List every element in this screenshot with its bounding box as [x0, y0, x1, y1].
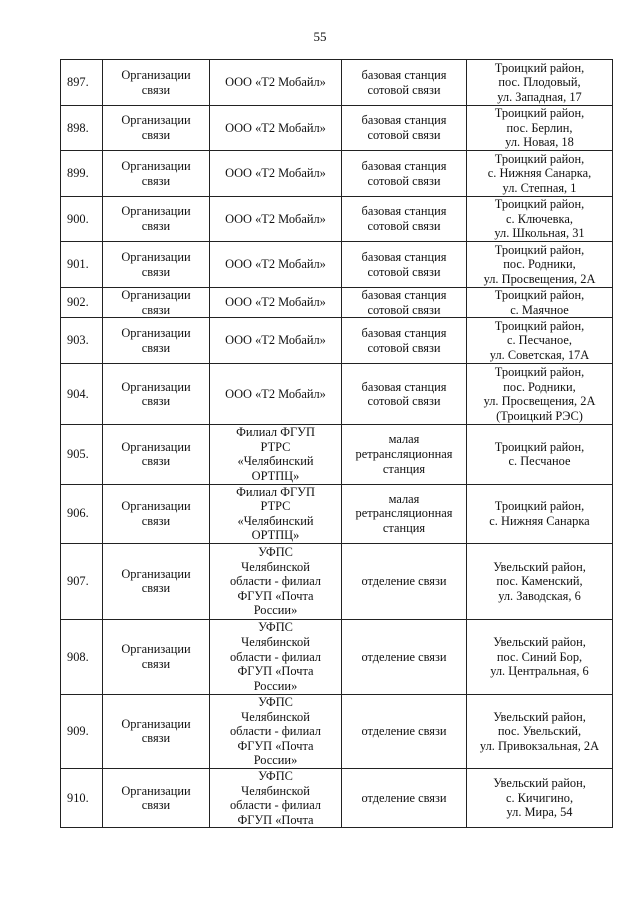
category-line: Организации	[121, 67, 191, 82]
category-line: связи	[141, 454, 171, 469]
organization-line: «Челябинский	[237, 513, 314, 528]
organization-line: ООО «Т2 Мобайл»	[225, 120, 326, 135]
page-number: 55	[313, 29, 327, 44]
organization-line: ФГУП «Почта	[237, 664, 314, 679]
object-cell	[342, 619, 467, 694]
address-line: пос. Увельский,	[497, 724, 582, 739]
address-cell	[467, 106, 613, 151]
address-line: пос. Каменский,	[496, 574, 583, 589]
organization-line: области - филиал	[229, 649, 321, 664]
address-line: пос. Синий Бор,	[496, 649, 583, 664]
organization-line: УФПС	[258, 544, 293, 559]
organization-line: России»	[253, 753, 298, 768]
organization-cell	[210, 364, 342, 425]
organization-line: ФГУП «Почта	[237, 812, 314, 827]
address-line: ул. Мира, 54	[506, 805, 573, 820]
row-number-cell: 902.	[61, 288, 103, 318]
organization-line: УФПС	[258, 694, 293, 709]
organization-cell	[210, 768, 342, 827]
address-line: с. Нижняя Санарка	[489, 513, 590, 528]
object-cell	[342, 288, 467, 318]
row-number-cell: 909.	[61, 694, 103, 768]
category-cell	[103, 694, 210, 768]
category-cell	[103, 364, 210, 425]
category-line: связи	[141, 656, 171, 671]
address-line: Троицкий район,	[494, 365, 585, 379]
object-line: малая	[388, 432, 420, 447]
category-line: Организации	[121, 439, 191, 454]
object-line: отделение связи	[361, 649, 447, 664]
address-line: Троицкий район,	[494, 318, 585, 333]
category-line: связи	[141, 394, 171, 409]
address-cell	[467, 694, 613, 768]
address-line: ул. Заводская, 6	[498, 588, 581, 603]
organization-line: Челябинской	[241, 709, 310, 724]
address-line: с. Песчаное,	[506, 333, 572, 348]
object-line: отделение связи	[361, 790, 447, 805]
organization-line: России»	[253, 678, 298, 693]
table-row	[61, 106, 613, 151]
organization-cell	[210, 619, 342, 694]
organization-line: УФПС	[258, 768, 293, 783]
table-row	[61, 768, 613, 827]
object-line: сотовой связи	[367, 82, 441, 97]
address-cell	[467, 425, 613, 484]
address-line: с. Песчаное	[508, 454, 571, 469]
organization-cell	[210, 106, 342, 151]
organization-cell	[210, 543, 342, 619]
organization-line: Челябинской	[241, 635, 310, 650]
object-line: сотовой связи	[367, 128, 441, 142]
category-line: Организации	[121, 113, 191, 128]
organization-cell	[210, 694, 342, 768]
object-line: базовая станция	[361, 204, 447, 219]
category-cell	[103, 151, 210, 197]
address-line: Троицкий район,	[494, 106, 585, 121]
category-line: связи	[141, 128, 171, 142]
row-number-cell: 897.	[61, 60, 103, 106]
organization-cell	[210, 151, 342, 197]
row-number-cell: 905.	[61, 425, 103, 484]
organization-line: УФПС	[258, 620, 293, 635]
category-line: связи	[141, 731, 171, 746]
category-line: Организации	[121, 204, 191, 219]
object-cell	[342, 60, 467, 106]
category-cell	[103, 318, 210, 364]
table-row	[61, 318, 613, 364]
category-line: связи	[141, 340, 171, 355]
table-body	[61, 60, 613, 828]
object-line: отделение связи	[361, 724, 447, 739]
organization-cell	[210, 197, 342, 242]
address-cell	[467, 151, 613, 197]
address-cell	[467, 619, 613, 694]
object-cell	[342, 151, 467, 197]
address-line: Троицкий район,	[494, 197, 585, 212]
category-line: связи	[141, 581, 171, 596]
organization-cell	[210, 242, 342, 288]
object-cell	[342, 318, 467, 364]
address-line: с. Нижняя Санарка,	[487, 166, 592, 181]
organization-line: РТРС	[260, 439, 291, 454]
category-line: связи	[141, 219, 171, 233]
table-row	[61, 288, 613, 318]
category-line: Организации	[121, 499, 191, 514]
organization-line: Филиал ФГУП	[236, 484, 315, 499]
row-number-cell: 903.	[61, 318, 103, 364]
table-row	[61, 242, 613, 288]
category-cell	[103, 484, 210, 543]
object-cell	[342, 768, 467, 827]
address-line: с. Ключевка,	[506, 211, 573, 226]
object-line: базовая станция	[361, 379, 447, 394]
object-line: сотовой связи	[367, 219, 441, 233]
address-line: (Троицкий РЭС)	[496, 408, 583, 423]
address-line: Троицкий район,	[494, 499, 585, 514]
category-cell	[103, 106, 210, 151]
address-line: Троицкий район,	[494, 439, 585, 454]
address-cell	[467, 543, 613, 619]
table-row	[61, 197, 613, 242]
category-line: связи	[141, 798, 171, 813]
address-line: Троицкий район,	[494, 242, 585, 257]
table-row	[61, 425, 613, 484]
object-line: сотовой связи	[367, 394, 441, 409]
object-line: базовая станция	[361, 67, 447, 82]
object-cell	[342, 543, 467, 619]
organization-line: России»	[253, 603, 298, 618]
object-line: сотовой связи	[367, 173, 441, 188]
address-line: ул. Школьная, 31	[494, 226, 585, 241]
address-cell	[467, 242, 613, 288]
category-line: Организации	[121, 642, 191, 657]
organization-line: ООО «Т2 Мобайл»	[225, 257, 326, 272]
row-number-cell: 904.	[61, 364, 103, 425]
organization-line: ФГУП «Почта	[237, 738, 314, 753]
table-row	[61, 694, 613, 768]
organization-line: области - филиал	[229, 798, 321, 813]
address-line: ул. Советская, 17А	[489, 347, 590, 362]
address-line: пос. Берлин,	[506, 120, 573, 135]
organization-line: Челябинской	[241, 559, 310, 574]
address-line: пос. Плодовый,	[498, 75, 581, 90]
address-line: Увельский район,	[493, 709, 586, 724]
organization-line: области - филиал	[229, 574, 321, 589]
address-line: Увельский район,	[493, 635, 586, 650]
address-line: ул. Центральная, 6	[490, 664, 589, 679]
category-line: Организации	[121, 249, 191, 264]
object-cell	[342, 197, 467, 242]
organization-line: ООО «Т2 Мобайл»	[225, 166, 326, 181]
category-line: Организации	[121, 158, 191, 173]
object-line: базовая станция	[361, 158, 447, 173]
address-line: ул. Новая, 18	[505, 135, 574, 150]
object-cell	[342, 364, 467, 425]
object-line: базовая станция	[361, 326, 447, 341]
address-line: ул. Просвещения, 2А	[483, 394, 596, 409]
organization-line: ООО «Т2 Мобайл»	[225, 211, 326, 226]
organization-cell	[210, 484, 342, 543]
organization-line: области - филиал	[229, 724, 321, 739]
organization-line: Челябинской	[241, 783, 310, 798]
organization-cell	[210, 60, 342, 106]
table-row	[61, 543, 613, 619]
address-line: Троицкий район,	[494, 151, 585, 166]
address-line: Троицкий район,	[494, 288, 585, 302]
address-line: пос. Родники,	[503, 379, 576, 394]
category-line: Организации	[121, 379, 191, 394]
address-line: ул. Привокзальная, 2А	[479, 738, 600, 753]
object-line: малая	[388, 491, 420, 506]
organization-line: «Челябинский	[237, 454, 314, 469]
category-cell	[103, 197, 210, 242]
address-line: с. Маячное	[510, 302, 569, 317]
category-line: Организации	[121, 326, 191, 341]
object-line: ретрансляционная	[355, 447, 453, 462]
organization-cell	[210, 318, 342, 364]
address-line: Увельский район,	[493, 776, 586, 791]
organization-cell	[210, 288, 342, 318]
row-number-cell: 901.	[61, 242, 103, 288]
organization-line: РТРС	[260, 499, 291, 514]
object-line: базовая станция	[361, 288, 447, 302]
object-line: базовая станция	[361, 113, 447, 128]
object-cell	[342, 484, 467, 543]
object-cell	[342, 242, 467, 288]
object-line: базовая станция	[361, 249, 447, 264]
address-cell	[467, 484, 613, 543]
organization-line: ОРТПЦ»	[251, 468, 300, 483]
organization-cell	[210, 425, 342, 484]
category-line: Организации	[121, 566, 191, 581]
category-cell	[103, 425, 210, 484]
organization-line: ФГУП «Почта	[237, 588, 314, 603]
address-line: с. Кичигино,	[505, 790, 574, 805]
table-row	[61, 484, 613, 543]
row-number-cell: 906.	[61, 484, 103, 543]
row-number-cell: 899.	[61, 151, 103, 197]
category-line: связи	[141, 302, 171, 317]
address-cell	[467, 364, 613, 425]
table-row	[61, 151, 613, 197]
category-line: связи	[141, 82, 171, 97]
address-cell	[467, 197, 613, 242]
object-cell	[342, 425, 467, 484]
organization-line: ООО «Т2 Мобайл»	[225, 333, 326, 348]
object-cell	[342, 106, 467, 151]
organization-line: ООО «Т2 Мобайл»	[225, 386, 326, 401]
address-line: ул. Просвещения, 2А	[483, 271, 596, 286]
category-cell	[103, 288, 210, 318]
category-cell	[103, 60, 210, 106]
category-line: связи	[141, 264, 171, 279]
object-line: сотовой связи	[367, 264, 441, 279]
table-row	[61, 364, 613, 425]
category-cell	[103, 543, 210, 619]
row-number-cell: 900.	[61, 197, 103, 242]
organization-line: ООО «Т2 Мобайл»	[225, 295, 326, 310]
object-line: отделение связи	[361, 574, 447, 589]
organization-line: Филиал ФГУП	[236, 425, 315, 440]
table-row	[61, 60, 613, 106]
row-number-cell: 907.	[61, 543, 103, 619]
category-line: Организации	[121, 716, 191, 731]
row-number-cell: 908.	[61, 619, 103, 694]
address-line: ул. Западная, 17	[497, 89, 582, 104]
row-number-cell: 898.	[61, 106, 103, 151]
object-line: сотовой связи	[367, 302, 441, 317]
object-line: станция	[382, 461, 426, 476]
address-cell	[467, 60, 613, 106]
category-cell	[103, 768, 210, 827]
category-line: связи	[141, 173, 171, 188]
address-line: Увельский район,	[493, 559, 586, 574]
organization-line: ОРТПЦ»	[251, 528, 300, 543]
row-number-cell: 910.	[61, 768, 103, 827]
category-line: Организации	[121, 783, 191, 798]
object-line: сотовой связи	[367, 340, 441, 355]
address-cell	[467, 288, 613, 318]
registry-table	[60, 59, 613, 828]
table-row	[61, 619, 613, 694]
address-cell	[467, 768, 613, 827]
object-line: ретрансляционная	[355, 506, 453, 521]
address-line: пос. Родники,	[503, 257, 576, 272]
object-cell	[342, 694, 467, 768]
category-cell	[103, 242, 210, 288]
address-line: ул. Степная, 1	[502, 180, 577, 195]
category-line: связи	[141, 513, 171, 528]
category-cell	[103, 619, 210, 694]
address-cell	[467, 318, 613, 364]
category-line: Организации	[121, 288, 191, 302]
organization-line: ООО «Т2 Мобайл»	[225, 75, 326, 90]
object-line: станция	[382, 521, 426, 536]
address-line: Троицкий район,	[494, 60, 585, 75]
